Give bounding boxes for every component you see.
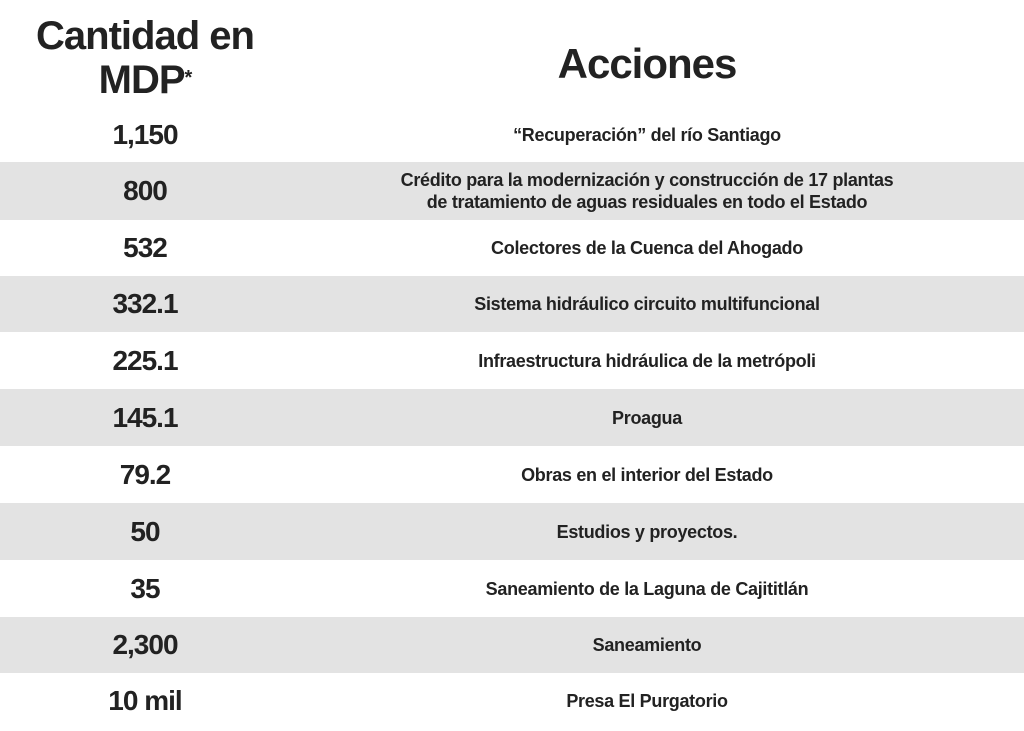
- table-header: [0, 0, 1024, 108]
- table-row: [0, 332, 1024, 389]
- action-cell: “Recuperación” del río Santiago: [513, 125, 781, 145]
- table-row: [0, 560, 1024, 617]
- amount-column-header: [0, 14, 290, 102]
- amount-cell: 145.1: [112, 401, 178, 433]
- table-row: [0, 162, 1024, 220]
- action-cell: Proagua: [612, 407, 682, 428]
- action-cell: Presa El Purgatorio: [566, 691, 728, 711]
- table-row: [0, 446, 1024, 503]
- action-cell: Estudios y proyectos.: [556, 521, 738, 542]
- amount-cell: 10 mil: [108, 685, 182, 716]
- action-cell: [290, 169, 1004, 213]
- amount-cell: 35: [130, 572, 160, 604]
- action-cell: Colectores de la Cuenca del Ahogado: [491, 238, 803, 258]
- action-cell-line: de tratamiento de aguas residuales en todo el Estado: [426, 192, 868, 212]
- table-row: [0, 617, 1024, 673]
- amount-cell: 225.1: [112, 344, 178, 376]
- amount-cell: 532: [123, 232, 167, 263]
- actions-column-header: Acciones: [557, 40, 737, 87]
- amount-cell: 79.2: [119, 458, 171, 490]
- footnote-mark: *: [184, 67, 192, 89]
- amount-cell: 50: [130, 515, 160, 547]
- amount-cell: 1,150: [112, 119, 178, 150]
- action-cell-line: Crédito para la modernización y construcción de 17 plantas: [400, 170, 894, 190]
- action-cell: Infraestructura hidráulica de la metrópoli: [478, 350, 816, 371]
- table-row: [0, 389, 1024, 446]
- action-cell: Saneamiento de la Laguna de Cajititlán: [485, 578, 809, 599]
- amount-cell: 800: [123, 175, 167, 206]
- table-row: [0, 220, 1024, 276]
- table-row: [0, 673, 1024, 729]
- action-cell: Sistema hidráulico circuito multifuncional: [474, 294, 820, 314]
- amount-cell: 332.1: [112, 288, 178, 319]
- action-cell: Obras en el interior del Estado: [521, 464, 773, 485]
- action-cell: Saneamiento: [592, 635, 702, 655]
- table-row: [0, 276, 1024, 332]
- data-table: [0, 108, 1024, 729]
- table-row: [0, 108, 1024, 162]
- amount-cell: 2,300: [112, 629, 178, 660]
- table-row: [0, 503, 1024, 560]
- amount-column-header-text: Cantidad en MDP: [36, 14, 254, 102]
